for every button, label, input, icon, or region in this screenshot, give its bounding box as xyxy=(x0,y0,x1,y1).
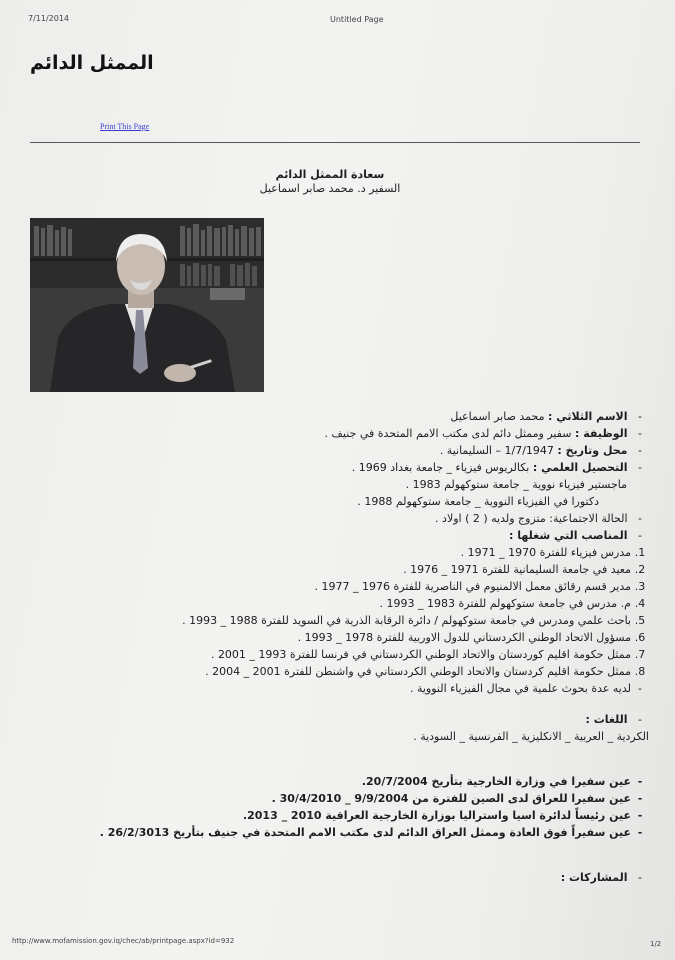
print-header-title: Untitled Page xyxy=(330,15,384,24)
list-item xyxy=(69,773,649,790)
list-item xyxy=(69,790,649,807)
item-text: لديه عدة بحوث علمية في مجال الفيزياء النووية . xyxy=(409,682,631,695)
detail-value: بكالريوس فيزياء _ جامعة بغداد 1969 . xyxy=(351,461,533,474)
bullet-marker: - xyxy=(637,826,643,839)
positions-heading: المناصب التي شغلها : xyxy=(509,529,628,542)
footer-url: http://www.mofamission.gov.iq/chec/ab/printpage.aspx?id=932 xyxy=(12,937,235,945)
bullet-marker: - xyxy=(638,529,642,542)
languages-value: الكردية _ العربية _ الانكليزية _ الفرنسية _ السودية . xyxy=(413,730,649,743)
item-text: ممثل حكومة اقليم كوردستان والاتحاد الوطني الكردستاني في فرنسا للفترة 1993 _ 2001 . xyxy=(210,648,631,661)
detail-label: محل وتاريخ : xyxy=(557,444,628,457)
detail-row-position xyxy=(69,425,649,442)
list-item xyxy=(69,578,649,595)
appointment-text: عين سفيراً فوق العادة وممثل العراق الدائم لدى مكتب الامم المتحدة في جنيف بتأريخ 26/2/3013 . xyxy=(99,826,631,839)
item-number: 2. xyxy=(634,563,646,576)
bullet-marker: - xyxy=(638,410,642,423)
footer-page-number: 1/2 xyxy=(650,940,662,948)
bullet-marker: - xyxy=(638,461,642,474)
list-item xyxy=(69,544,649,561)
positions-list xyxy=(69,544,649,697)
detail-value: الحالة الاجتماعية: متزوج ولديه ( 2 ) اولاد . xyxy=(435,512,628,525)
item-number: - xyxy=(638,682,642,695)
appointment-text: عين سفيرا للعراق لدى الصين للفترة من 9/9/2004 _ 30/4/2010 . xyxy=(271,792,631,805)
item-text: باحث علمي ومدرس في جامعة ستوكهولم / دائرة الرقابة الذرية في السويد للفترة 1988 _ 1993 . xyxy=(182,614,631,627)
bullet-marker: - xyxy=(638,444,642,457)
languages-heading: اللغات : xyxy=(585,713,628,726)
detail-row-doctorate xyxy=(69,493,649,510)
item-text: مسؤول الاتحاد الوطني الكردستاني للدول الاوربية للفترة 1978 _ 1993 . xyxy=(297,631,631,644)
detail-label: الوظيفة : xyxy=(575,427,628,440)
bullet-marker: - xyxy=(637,792,643,805)
ambassador-photo xyxy=(30,218,264,392)
detail-value: سفير وممثل دائم لدى مكتب الامم المتحدة في جنيف . xyxy=(324,427,576,440)
list-item xyxy=(69,646,649,663)
section-subtitle: سعادة الممثل الدائم xyxy=(275,168,385,181)
item-text: معيد في جامعة السليمانية للفترة 1971 _ 1976 . xyxy=(403,563,631,576)
item-text: مدرس فيزياء للفترة 1970 _ 1971 . xyxy=(460,546,631,559)
detail-row-education xyxy=(69,459,649,476)
list-item xyxy=(69,612,649,629)
bullet-marker: - xyxy=(638,512,642,525)
bullet-marker: - xyxy=(638,427,642,440)
divider xyxy=(30,142,640,143)
item-number: 1. xyxy=(634,546,646,559)
print-page-link[interactable]: Print This Page xyxy=(100,122,150,131)
detail-label: الاسم الثلاثي : xyxy=(548,410,628,423)
detail-row-masters xyxy=(69,476,649,493)
list-item xyxy=(69,824,649,841)
languages-row xyxy=(69,728,649,745)
page-title: الممثل الدائم xyxy=(30,52,154,74)
item-number: 8. xyxy=(634,665,646,678)
item-text: م. مدرس في جامعة ستوكهولم للفترة 1983 _ 1993 . xyxy=(379,597,631,610)
detail-row-positions-heading xyxy=(69,527,649,544)
participations-row xyxy=(69,869,649,886)
item-number: 7. xyxy=(634,648,646,661)
detail-value: دكتورا في الفيزياء النووية _ جامعة ستوكهولم 1988 . xyxy=(357,495,599,508)
biography-list xyxy=(69,408,649,886)
detail-label: التحصيل العلمي : xyxy=(532,461,628,474)
list-item xyxy=(69,680,649,697)
list-item xyxy=(69,595,649,612)
detail-row-marital xyxy=(69,510,649,527)
languages-heading-row xyxy=(69,711,649,728)
item-number: 5. xyxy=(634,614,646,627)
appointments-list xyxy=(69,773,649,841)
item-number: 3. xyxy=(634,580,646,593)
detail-row-name xyxy=(69,408,649,425)
print-date: 7/11/2014 xyxy=(28,14,70,23)
details-section xyxy=(69,408,649,544)
list-item xyxy=(69,807,649,824)
bullet-marker: - xyxy=(637,809,643,822)
ambassador-name: السفير د. محمد صابر اسماعيل xyxy=(259,182,401,195)
item-number: 4. xyxy=(634,597,646,610)
detail-value: محمد صابر اسماعيل xyxy=(450,410,549,423)
participations-heading: المشاركات : xyxy=(560,871,628,884)
item-text: ممثل حكومة اقليم كردستان والاتحاد الوطني الكردستاني في واشنطن للفترة 2001 _ 2004 . xyxy=(205,665,631,678)
item-number: 6. xyxy=(634,631,646,644)
bullet-marker: - xyxy=(638,871,642,884)
list-item xyxy=(69,663,649,680)
bullet-marker: - xyxy=(637,775,643,788)
appointment-text: عين سفيرا في وزارة الخارجية بتأريخ 20/7/2004. xyxy=(361,775,631,788)
detail-value: 1/7/1947 – السليمانية . xyxy=(439,444,558,457)
item-text: مدير قسم رقائق معمل الالمنيوم في الناصرية للفترة 1976 _ 1977 . xyxy=(314,580,631,593)
list-item xyxy=(69,561,649,578)
bullet-marker: - xyxy=(638,713,642,726)
detail-value: ماجستير فيزياء نووية _ جامعة ستوكهولم 1983 . xyxy=(405,478,627,491)
list-item xyxy=(69,629,649,646)
appointment-text: عين رئيساً لدائرة اسيا واستراليا بوزارة الخارجية العراقية 2010 _ 2013. xyxy=(242,809,631,822)
detail-row-birth xyxy=(69,442,649,459)
